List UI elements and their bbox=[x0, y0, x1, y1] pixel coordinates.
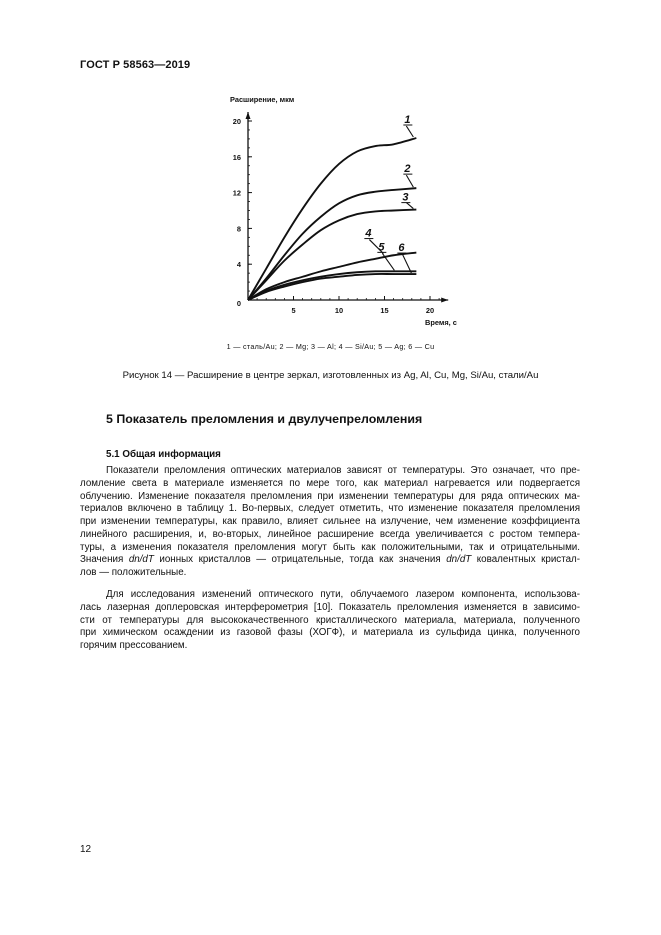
y-tick-label: 16 bbox=[232, 152, 241, 162]
y-axis-arrow bbox=[246, 112, 251, 119]
y-tick-label: 0 bbox=[236, 299, 241, 308]
curve-label-leader-1 bbox=[406, 126, 413, 137]
curve-label-leader-2 bbox=[406, 175, 413, 187]
paragraph-line: сти от температуры для высококачественного кристаллического материала, материала, полученного bbox=[80, 614, 580, 626]
paragraph-line: лась лазерная доплеровская интерферометрия [10]. Показатель преломления изменяется в зависимо- bbox=[80, 601, 580, 613]
curve-label-5: 5 bbox=[378, 241, 385, 254]
chart-axes bbox=[233, 112, 448, 315]
figure-caption: Рисунок 14 — Расширение в центре зеркал, изготовленных из Ag, Al, Cu, Mg, Si/Au, стали/Au bbox=[122, 370, 539, 381]
page-number: 12 bbox=[80, 844, 92, 855]
y-tick-label: 4 bbox=[236, 260, 241, 270]
section-title: 5 Показатель преломления и двулучепреломления bbox=[106, 412, 423, 426]
y-tick-label: 12 bbox=[232, 188, 241, 198]
figure-legend: 1 — сталь/Au; 2 — Mg; 3 — Al; 4 — Si/Au; 5 — Ag; 6 — Cu bbox=[226, 342, 435, 351]
x-tick-label: 10 bbox=[334, 306, 344, 315]
paragraph-line: горячим прессованием. bbox=[80, 640, 188, 651]
paragraph-line: линейного расширения, и, во-вторых, линейное расширение всегда увеличивается с ростом темпера- bbox=[80, 528, 580, 540]
curve-label-3: 3 bbox=[402, 191, 409, 204]
series-line-2 bbox=[248, 188, 416, 300]
paragraph-thermal-index bbox=[80, 465, 580, 580]
curve-label-2: 2 bbox=[404, 163, 411, 176]
paragraph-doppler bbox=[80, 589, 580, 653]
series-line-4 bbox=[248, 253, 416, 300]
paragraph-line: ломление света в материале изменяется по мере того, как материал нагревается или подвергается bbox=[80, 477, 580, 489]
document-header: ГОСТ Р 58563—2019 bbox=[80, 59, 191, 71]
paragraph-line: териалов включено в таблицу 1. Во-первых, следует отметить, что изменение показателя преломления bbox=[80, 503, 580, 515]
paragraph-line: при изменении температуры, как правило, влияет сильнее на излучение, чем изменение коэффициента bbox=[80, 516, 580, 527]
expansion-chart bbox=[200, 85, 480, 345]
paragraph-line: при химическом осаждении из газовой фазы (ХОГФ), и материала из сульфида цинка, полученного bbox=[80, 627, 580, 639]
chart-curve-labels bbox=[364, 114, 413, 273]
paragraph-line: туры, а изменения показателя преломления могут быть как положительными, так и отрицательными. bbox=[80, 541, 580, 553]
paragraph-line: Значения dn/dT ионных кристаллов — отрицательные, тогда как значения dn/dT ковалентных кристал- bbox=[80, 554, 581, 566]
paragraph-line: Показатели преломления оптических материалов зависят от температуры. Это означает, что пре- bbox=[106, 465, 580, 476]
subsection-title: 5.1 Общая информация bbox=[106, 449, 221, 460]
y-axis-label: Расширение, мкм bbox=[230, 95, 295, 104]
x-axis-label: Время, с bbox=[425, 318, 457, 327]
chart-curves bbox=[248, 138, 416, 300]
paragraph-line: лов — положительные. bbox=[80, 567, 187, 578]
curve-label-6: 6 bbox=[398, 242, 405, 255]
paragraph-line: Для исследования изменений оптического пути, облучаемого лазером компонента, использова- bbox=[106, 589, 580, 600]
x-axis-arrow bbox=[441, 298, 448, 303]
x-tick-label: 15 bbox=[380, 306, 389, 315]
curve-label-1: 1 bbox=[404, 114, 411, 127]
x-tick-label: 20 bbox=[425, 306, 435, 315]
paragraph-line: облучению. Изменение показателя преломления при изменении температуры для ряда оптических ма- bbox=[80, 490, 580, 502]
x-tick-label: 5 bbox=[291, 306, 296, 315]
y-tick-label: 20 bbox=[232, 117, 241, 126]
y-tick-label: 8 bbox=[236, 224, 241, 234]
curve-label-leader-6 bbox=[402, 254, 411, 273]
curve-label-4: 4 bbox=[365, 227, 372, 240]
